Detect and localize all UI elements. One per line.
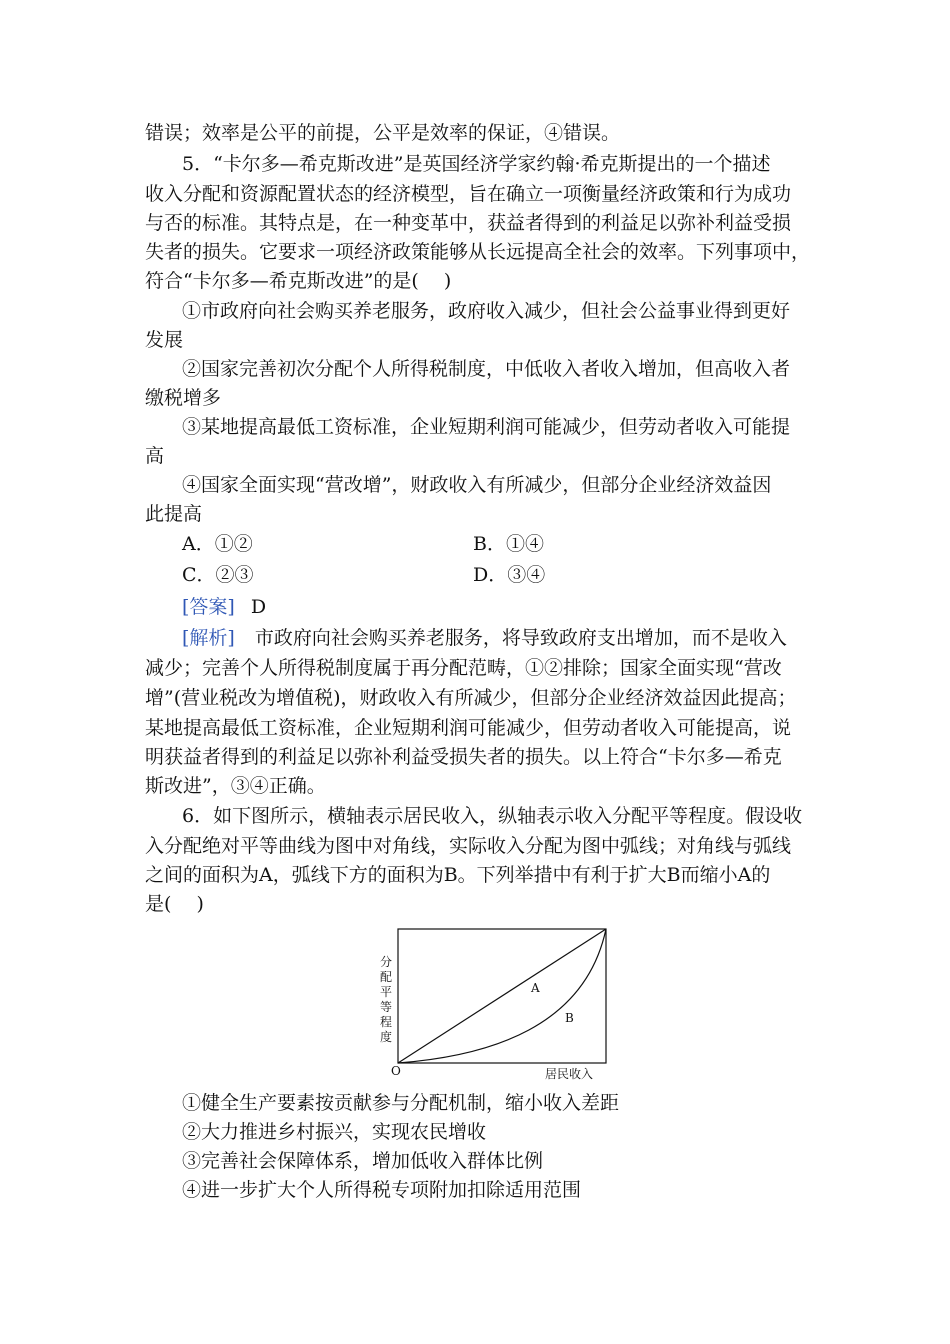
answer-value: D (250, 596, 267, 618)
option-c: C．②③ (182, 564, 254, 586)
option-d: D．③④ (473, 564, 546, 586)
question-5-stem: 5．“卡尔多—希克斯改进”是英国经济学家约翰·希克斯提出的一个描述 (182, 153, 771, 175)
text-line: 减少；完善个人所得税制度属于再分配范畴，①②排除；国家全面实现“营改 (145, 657, 782, 679)
text-line: 增”(营业税改为增值税)，财政收入有所减少，但部分企业经济效益因此提高； (145, 687, 797, 709)
text-line: 此提高 (145, 503, 203, 525)
answer-line (182, 593, 810, 622)
text-line: 失者的损失。它要求一项经济政策能够从长远提高全社会的效率。下列事项中， (145, 241, 811, 263)
equality-diagonal (398, 929, 606, 1063)
statement-4: ④国家全面实现“营改增”，财政收入有所减少，但部分企业经济效益因 (182, 474, 772, 496)
measure-2: ②大力推进乡村振兴，实现农民增收 (182, 1121, 487, 1143)
answer-tag: [答案] (182, 596, 235, 618)
text-line: 收入分配和资源配置状态的经济模型，旨在确立一项衡量经济政策和行为成功 (145, 183, 792, 205)
option-b: B．①④ (473, 533, 544, 555)
area-a-label: A (531, 981, 540, 995)
text-line: 明获益者得到的利益足以弥补利益受损失者的损失。以上符合“卡尔多—希克 (145, 746, 782, 768)
y-axis-char: 配 (380, 970, 393, 984)
text-line: 符合“卡尔多—希克斯改进”的是( ) (145, 270, 452, 292)
y-axis-char: 平 (380, 985, 393, 999)
y-axis-char: 等 (380, 1000, 393, 1014)
text-line: 缴税增多 (145, 387, 222, 409)
area-b-label: B (565, 1011, 574, 1025)
y-axis-char: 度 (380, 1030, 393, 1044)
x-axis-label: 居民收入 (545, 1067, 594, 1081)
origin-label: O (391, 1064, 401, 1078)
text-line: 高 (145, 445, 165, 467)
measure-3: ③完善社会保障体系，增加低收入群体比例 (182, 1150, 544, 1172)
text-line: 错误；效率是公平的前提，公平是效率的保证，④错误。 (145, 122, 621, 144)
text-line: 发展 (145, 329, 184, 351)
measure-4: ④进一步扩大个人所得税专项附加扣除适用范围 (182, 1179, 582, 1201)
analysis-tag: [解析] (182, 627, 235, 649)
text-line: 入分配绝对平等曲线为图中对角线，实际收入分配为图中弧线；对角线与弧线 (145, 835, 792, 857)
statement-1: ①市政府向社会购买养老服务，政府收入减少，但社会公益事业得到更好 (182, 300, 791, 322)
statement-2: ②国家完善初次分配个人所得税制度，中低收入者收入增加，但高收入者 (182, 358, 791, 380)
text-line: 某地提高最低工资标准，企业短期利润可能减少，但劳动者收入可能提高，说 (145, 717, 792, 739)
text-line: 与否的标准。其特点是，在一种变革中，获益者得到的利益足以弥补利益受损 (145, 212, 792, 234)
analysis-line (182, 624, 810, 653)
question-6-stem: 6．如下图所示，横轴表示居民收入，纵轴表示收入分配平等程度。假设收 (182, 805, 803, 827)
statement-3: ③某地提高最低工资标准，企业短期利润可能减少，但劳动者收入可能提 (182, 416, 791, 438)
text-line: 斯改进”，③④正确。 (145, 775, 326, 797)
option-a: A．①② (182, 533, 253, 555)
y-axis-char: 分 (380, 955, 393, 969)
text-line: 是( ) (145, 893, 204, 915)
analysis-text: 市政府向社会购买养老服务，将导致政府支出增加，而不是收入 (254, 627, 787, 649)
y-axis-char: 程 (380, 1015, 393, 1029)
text-line: 之间的面积为A，弧线下方的面积为B。下列举措中有利于扩大B而缩小A的 (145, 864, 771, 886)
y-axis-label (380, 954, 392, 1044)
income-distribution-diagram (370, 922, 620, 1084)
measure-1: ①健全生产要素按贡献参与分配机制，缩小收入差距 (182, 1092, 620, 1114)
